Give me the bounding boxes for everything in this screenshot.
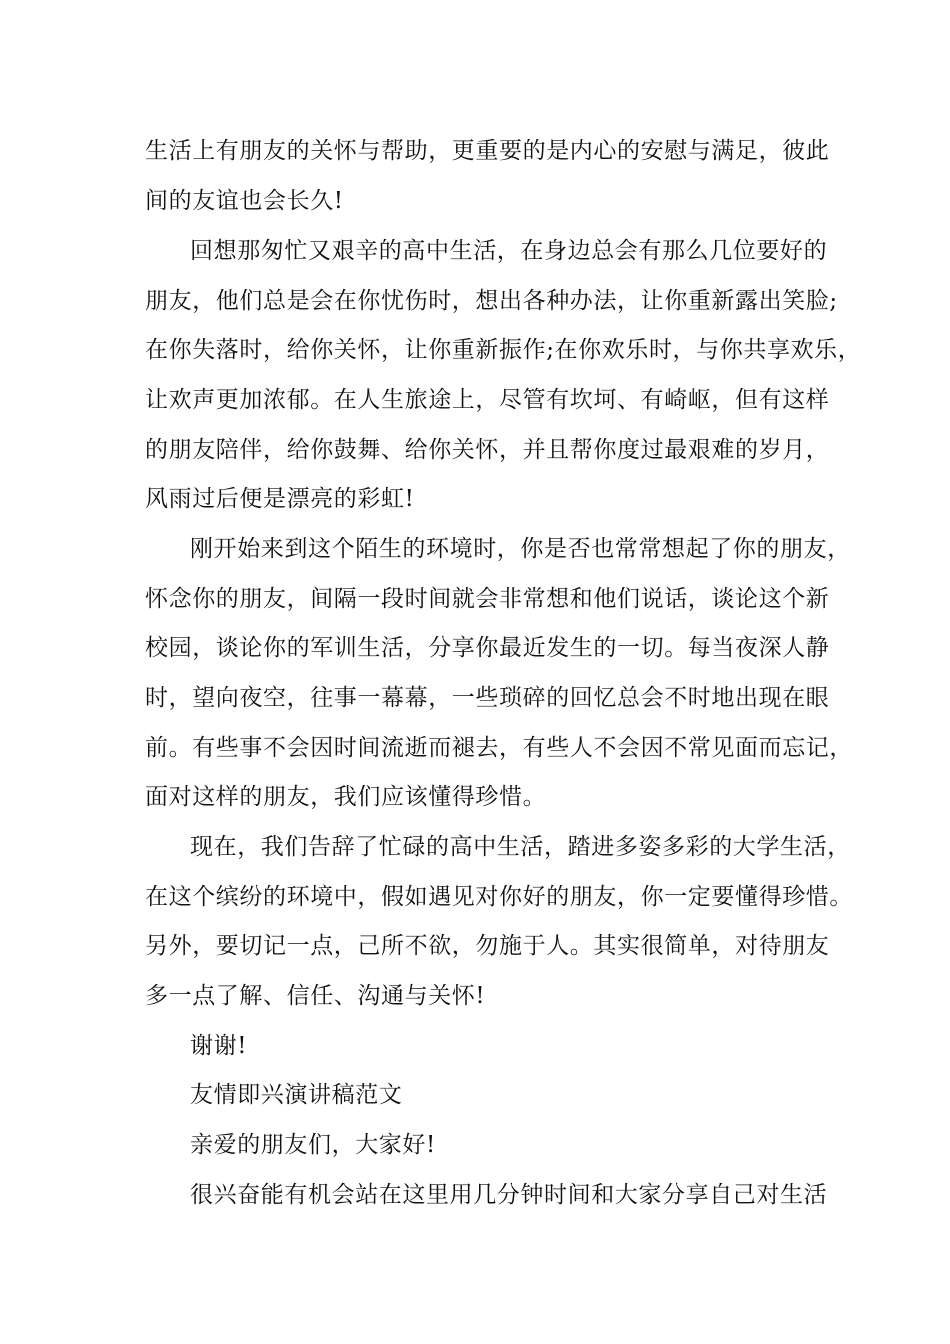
text-line: 让欢声更加浓郁。在人生旅途上，尽管有坎坷、有崎岖，但有这样 [145, 387, 830, 413]
text-line: 间的友谊也会长久! [145, 188, 344, 214]
paragraph-first-line: 回想那匆忙又艰辛的高中生活，在身边总会有那么几位要好的 [190, 238, 828, 264]
text-line: 朋友，他们总是会在你忧伤时，想出各种办法，让你重新露出笑脸; [145, 288, 838, 314]
paragraph-first-line: 现在，我们告辞了忙碌的高中生活，踏进多姿多彩的大学生活， [190, 834, 851, 860]
text-line: 校园，谈论你的军训生活，分享你最近发生的一切。每当夜深人静 [145, 635, 830, 661]
text-line: 风雨过后便是漂亮的彩虹! [145, 486, 415, 512]
paragraph-first-line: 刚开始来到这个陌生的环境时，你是否也常常想起了你的朋友， [190, 536, 851, 562]
text-line: 多一点了解、信任、沟通与关怀! [145, 983, 486, 1009]
greeting-line: 亲爱的朋友们，大家好! [190, 1132, 436, 1158]
text-line: 在你失落时，给你关怀，让你重新振作;在你欢乐时，与你共享欢乐， [145, 337, 862, 363]
text-line: 在这个缤纷的环境中，假如遇见对你好的朋友，你一定要懂得珍惜。 [145, 884, 853, 910]
text-line: 另外，要切记一点，己所不欲，勿施于人。其实很简单，对待朋友 [145, 933, 830, 959]
text-line: 前。有些事不会因时间流逝而褪去，有些人不会因不常见面而忘记， [145, 735, 853, 761]
text-line: 面对这样的朋友，我们应该懂得珍惜。 [145, 784, 547, 810]
section-title: 友情即兴演讲稿范文 [190, 1082, 403, 1108]
text-line: 怀念你的朋友，间隔一段时间就会非常想和他们说话，谈论这个新 [145, 586, 830, 612]
text-line: 的朋友陪伴，给你鼓舞、给你关怀，并且帮你度过最艰难的岁月， [145, 437, 830, 463]
text-line: 生活上有朋友的关怀与帮助，更重要的是内心的安慰与满足，彼此 [145, 138, 830, 164]
closing-line: 谢谢! [190, 1033, 248, 1059]
text-line: 时，望向夜空，往事一幕幕，一些琐碎的回忆总会不时地出现在眼 [145, 685, 830, 711]
paragraph-first-line: 很兴奋能有机会站在这里用几分钟时间和大家分享自己对生活 [190, 1182, 828, 1208]
